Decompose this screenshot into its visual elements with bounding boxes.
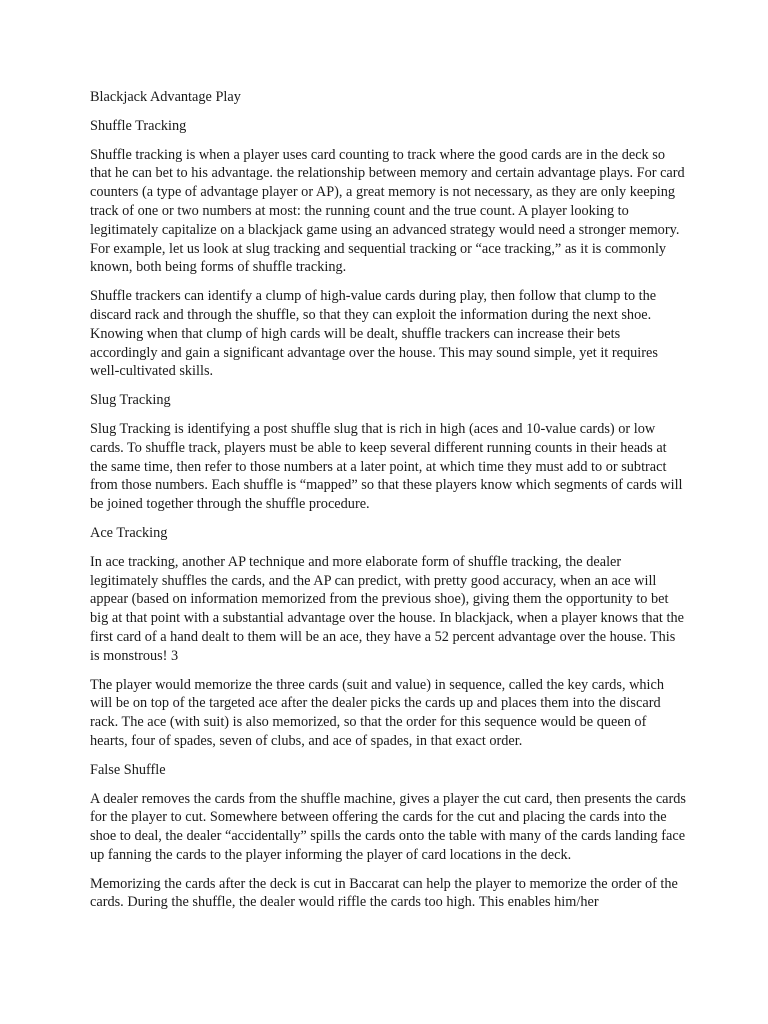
section-heading-false-shuffle: False Shuffle: [90, 761, 166, 778]
document-title: Blackjack Advantage Play: [90, 89, 241, 105]
paragraph: Shuffle trackers can identify a clump of high-value cards during play, then follow that clump to the discard rack and through the shuffle, so that they can exploit the information during the next shoe. Knowing when that clump of high cards will be dealt, shuffle trackers can increase their bets accordingly and gain a significant advantage over the house. This may sound simple, yet it requires well-cultivated skills.: [90, 288, 658, 380]
paragraph: Memorizing the cards after the deck is cut in Baccarat can help the player to memorize the order of the cards. During the shuffle, the dealer would riffle the cards too high. This enables him/her: [90, 875, 678, 911]
section-heading-shuffle-tracking: Shuffle Tracking: [90, 117, 187, 134]
paragraph: A dealer removes the cards from the shuffle machine, gives a player the cut card, then presents the cards for the player to cut. Somewhere between offering the cards for the cut and placing the cards into the shoe to deal, the dealer “accidentally” spills the cards onto the table with many of the cards landing face up fanning the cards to the player informing the player of card locations in the deck.: [90, 790, 687, 863]
section-heading-slug-tracking: Slug Tracking: [90, 392, 171, 409]
document-body: [90, 88, 686, 922]
paragraph: Slug Tracking is identifying a post shuffle slug that is rich in high (aces and 10-value cards) or low cards. To shuffle track, players must be able to keep several different running counts in their heads at the same time, then refer to those numbers at a later point, at which time they must add to or subtract from those numbers. Each shuffle is “mapped” so that these players know which segments of cards will be joined together through the shuffle procedure.: [90, 420, 683, 513]
paragraph: Shuffle tracking is when a player uses card counting to track where the good cards are in the deck so that he can bet to his advantage. the relationship between memory and certain advantage plays. For card counters (a type of advantage player or AP), a great memory is not necessary, as they are only keeping track of one or two numbers at most: the running count and the true count. A player looking to legitimately capitalize on a blackjack game using an advanced strategy would need a stronger memory. For example, let us look at slug tracking and sequential tracking or “ace tracking,” as it is commonly known, both being forms of shuffle tracking.: [90, 146, 685, 276]
paragraph: In ace tracking, another AP technique and more elaborate form of shuffle tracking, the dealer legitimately shuffles the cards, and the AP can predict, with pretty good accuracy, when an ace will appear (based on information memorized from the previous shoe), giving them the opportunity to bet big at that point with a substantial advantage over the house. In blackjack, when a player knows that the first card of a hand dealt to them will be an ace, they have a 52 percent advantage over the house. This is monstrous! 3: [90, 553, 684, 664]
section-heading-ace-tracking: Ace Tracking: [90, 524, 168, 541]
paragraph: The player would memorize the three cards (suit and value) in sequence, called the key cards, which will be on top of the targeted ace after the dealer picks the cards up and places them into the discard rack. The ace (with suit) is also memorized, so that the order for this sequence would be queen of hearts, four of spades, seven of clubs, and ace of spades, in that exact order.: [90, 676, 665, 749]
